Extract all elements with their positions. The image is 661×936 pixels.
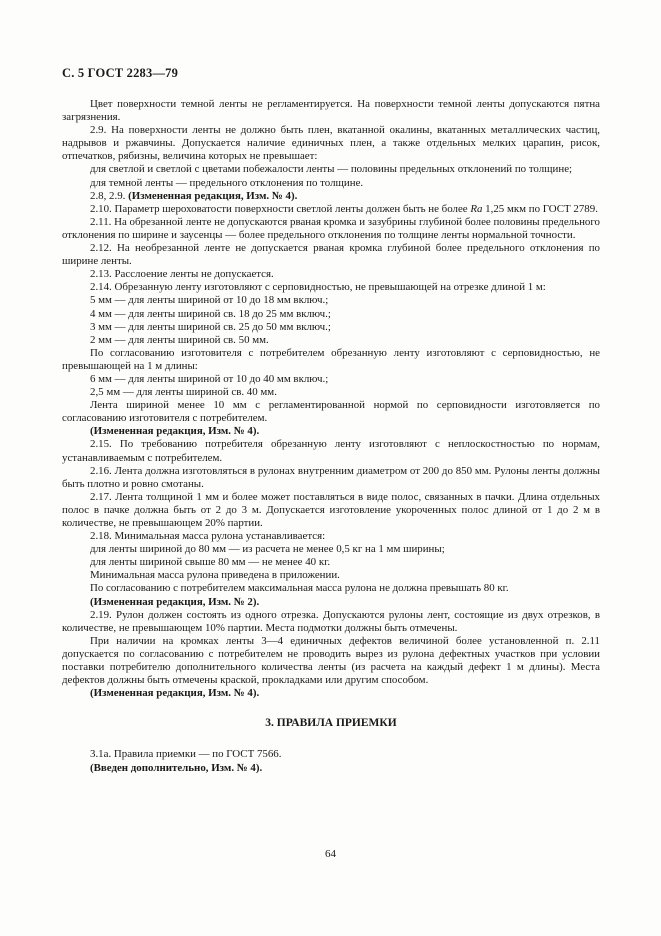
paragraph: При наличии на кромках ленты 3—4 единичных дефектов величиной более установленной п. 2.11 допускается по согласованию с потребителем не проводить вырез из рулона дефектных участков при условии поставки потребителю дополнительного количества ленты (из расчета на каждый дефект 1 м длины). Места дефектов должны быть отмечены краской, прокладками или другим способом. bbox=[62, 634, 600, 687]
paragraph: 2.17. Лента толщиной 1 мм и более может поставляться в виде полос, связанных в пачки. Длина отдельных полос в пачке должна быть от 2 до 3 м. Допускается изготовление укороченных полос длиной от 1 до 2 м в количестве, не превышающем 20% партии. bbox=[62, 490, 600, 529]
paragraph: 2.16. Лента должна изготовляться в рулонах внутренним диаметром от 200 до 850 мм. Рулоны ленты должны быть плотно и ровно смотаны. bbox=[62, 464, 600, 490]
amendment-note: (Измененная редакция, Изм. № 4). bbox=[90, 425, 260, 438]
paragraph: 2.15. По требованию потребителя обрезанную ленту изготовляют с неплоскостностью по нормам, устанавливаемым с потребителем. bbox=[62, 438, 600, 464]
paragraph: для темной ленты — предельного отклонения по толщине. bbox=[90, 176, 364, 189]
paragraph: для ленты шириной свыше 80 мм — не менее 40 кг. bbox=[90, 556, 331, 569]
paragraph: 3 мм — для ленты шириной св. 25 до 50 мм включ.; bbox=[90, 320, 331, 333]
section-paragraph-list bbox=[62, 748, 600, 774]
paragraph: Цвет поверхности темной ленты не регламентируется. На поверхности темной ленты допускаются пятна загрязнения. bbox=[62, 98, 600, 124]
paragraph: По согласованию изготовителя с потребителем обрезанную ленту изготовляют с серповидностью, не превышающей на 1 м длины: bbox=[62, 346, 600, 372]
amendment-note: (Измененная редакция, Изм. № 4). bbox=[90, 687, 260, 700]
paragraph: 2.19. Рулон должен состоять из одного отрезка. Допускаются рулоны лент, состоящие из двух отрезков, в количестве, не превышающем 10% партии. Места подмотки должны быть отмечены. bbox=[62, 608, 600, 634]
document-body bbox=[62, 98, 600, 775]
roughness-symbol: Ra bbox=[470, 202, 483, 215]
paragraph: для ленты шириной до 80 мм — из расчета не менее 0,5 кг на 1 мм ширины; bbox=[90, 543, 445, 556]
page-header: С. 5 ГОСТ 2283—79 bbox=[62, 66, 179, 80]
paragraph: Лента шириной менее 10 мм с регламентированной нормой по серповидности изготовляется по согласованию изготовителя с потребителем. bbox=[62, 399, 600, 425]
paragraph: 2.10. Параметр шероховатости поверхности светлой ленты должен быть не более Ra 1,25 мкм по ГОСТ 2789. bbox=[90, 202, 598, 215]
paragraph: 2.14. Обрезанную ленту изготовляют с серповидностью, не превышающей на отрезке длиной 1 м: bbox=[90, 281, 546, 294]
paragraph: 5 мм — для ленты шириной от 10 до 18 мм включ.; bbox=[90, 294, 329, 307]
paragraph: 4 мм — для ленты шириной св. 18 до 25 мм включ.; bbox=[90, 307, 331, 320]
paragraph: 2.18. Минимальная масса рулона устанавливается: bbox=[90, 530, 326, 543]
amendment-note: (Измененная редакция, Изм. № 4). bbox=[128, 189, 298, 202]
page-number: 64 bbox=[325, 848, 336, 860]
paragraph: 3.1а. Правила приемки — по ГОСТ 7566. bbox=[90, 748, 282, 761]
amendment-note: (Введен дополнительно, Изм. № 4). bbox=[90, 761, 263, 774]
paragraph: для светлой и светлой с цветами побежалости ленты — половины предельных отклонений по толщине; bbox=[90, 163, 573, 176]
paragraph: 2 мм — для ленты шириной св. 50 мм. bbox=[90, 333, 269, 346]
paragraph: 2.9. На поверхности ленты не должно быть плен, вкатанной окалины, вкатанных металлических частиц, надрывов и ржавчины. Допускается наличие единичных плен, а также отдельных мелких царапин, рисок, отпечатков, рябизны, величина которых не превышает: bbox=[62, 124, 600, 163]
paragraph: 2.12. На необрезанной ленте не допускается рваная кромка глубиной более предельного отклонения по ширине ленты. bbox=[62, 242, 600, 268]
paragraph: 2.8, 2.9. (Измененная редакция, Изм. № 4). bbox=[90, 189, 298, 202]
paragraph: Минимальная масса рулона приведена в приложении. bbox=[90, 569, 340, 582]
paragraph: 2.11. На обрезанной ленте не допускаются рваная кромка и зазубрины глубиной более половины предельного отклонения по ширине и заусенцы — более предельного отклонения по толщине ленты нормальной точности. bbox=[62, 215, 600, 241]
amendment-note: (Измененная редакция, Изм. № 2). bbox=[90, 595, 260, 608]
paragraph: 2.13. Расслоение ленты не допускается. bbox=[90, 268, 274, 281]
paragraph-list bbox=[62, 98, 600, 700]
paragraph: 6 мм — для ленты шириной от 10 до 40 мм включ.; bbox=[90, 372, 329, 385]
paragraph: По согласованию с потребителем максимальная масса рулона не должна превышать 80 кг. bbox=[90, 582, 509, 595]
section-title: 3. ПРАВИЛА ПРИЕМКИ bbox=[265, 717, 397, 730]
paragraph: 2,5 мм — для ленты шириной св. 40 мм. bbox=[90, 386, 277, 399]
